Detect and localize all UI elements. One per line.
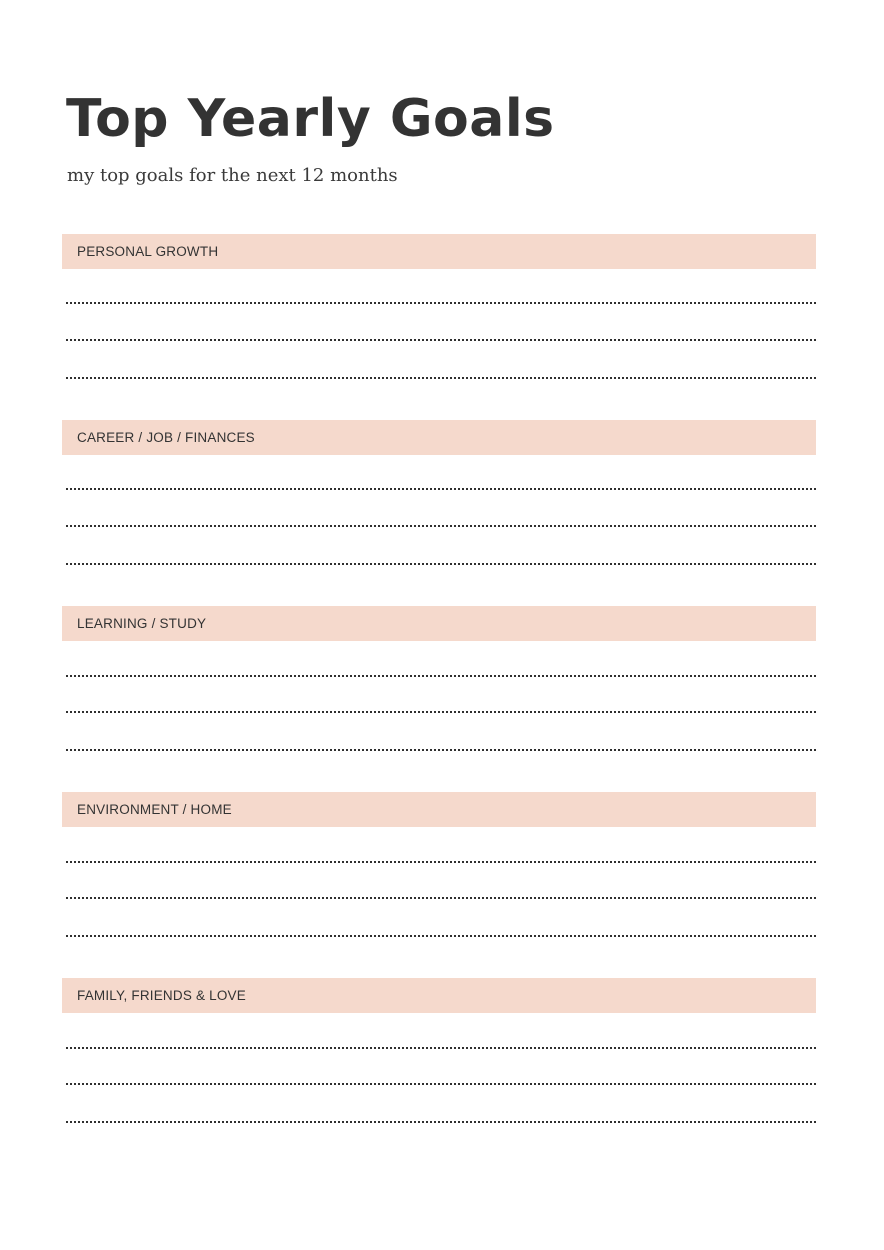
writing-line: [66, 525, 816, 527]
writing-line: [66, 1121, 816, 1123]
writing-line: [66, 1047, 816, 1049]
section-label: PERSONAL GROWTH: [77, 244, 219, 259]
writing-line: [66, 861, 816, 863]
section-header: [62, 792, 816, 827]
section-label: FAMILY, FRIENDS & LOVE: [77, 988, 246, 1003]
section-label: ENVIRONMENT / HOME: [77, 802, 232, 817]
writing-line: [66, 897, 816, 899]
writing-line: [66, 563, 816, 565]
section-label: LEARNING / STUDY: [77, 616, 207, 631]
section-header: [62, 606, 816, 641]
writing-line: [66, 1083, 816, 1085]
goal-section-learning-study: [62, 606, 816, 641]
goal-section-career-job-finances: [62, 420, 816, 455]
writing-line: [66, 302, 816, 304]
section-header: [62, 420, 816, 455]
section-label: CAREER / JOB / FINANCES: [77, 430, 255, 445]
writing-line: [66, 675, 816, 677]
page-subtitle: my top goals for the next 12 months: [67, 165, 398, 186]
goal-section-family-friends-love: [62, 978, 816, 1013]
writing-line: [66, 711, 816, 713]
goal-section-environment-home: [62, 792, 816, 827]
writing-line: [66, 488, 816, 490]
goal-section-personal-growth: [62, 234, 816, 269]
writing-line: [66, 935, 816, 937]
writing-line: [66, 749, 816, 751]
section-header: [62, 978, 816, 1013]
page-title: Top Yearly Goals: [66, 89, 555, 149]
section-header: [62, 234, 816, 269]
writing-line: [66, 339, 816, 341]
writing-line: [66, 377, 816, 379]
